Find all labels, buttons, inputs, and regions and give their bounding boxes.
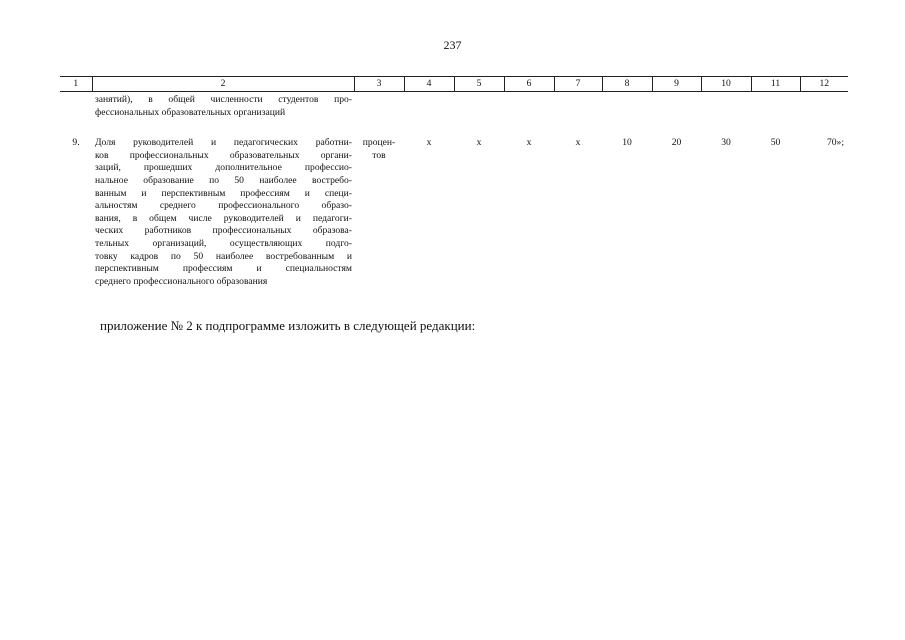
text-line: вания, в общем числе руководителей и педагоги- — [95, 212, 352, 224]
column-header: 1 — [60, 77, 92, 92]
text-line: тельных организаций, осуществляющих подго- — [95, 237, 352, 249]
value-cell: 10 — [622, 137, 632, 149]
page-number: 237 — [443, 38, 462, 52]
value-cell: x — [526, 137, 532, 149]
column-header: 10 — [701, 77, 751, 92]
text-line: фессиональных образовательных организаций — [95, 106, 286, 118]
unit-cell — [354, 137, 404, 288]
text-line: альностям среднего профессионального образо- — [95, 200, 352, 212]
amendment-caption: приложение № 2 к подпрограмме изложить в следующей редакции: — [100, 318, 476, 333]
text-line: нальное образование по 50 наиболее востребо- — [95, 174, 352, 186]
value-cell: x — [426, 137, 432, 149]
column-header: 5 — [454, 77, 504, 92]
value-cell: 20 — [671, 137, 682, 149]
text-line: занятий), в общей численности студентов про- — [95, 94, 352, 105]
column-header: 8 — [602, 77, 652, 92]
indicators-table — [60, 76, 848, 288]
text-line: среднего профессионального образования — [95, 275, 268, 287]
value-cell: 50 — [770, 137, 781, 149]
column-header: 9 — [652, 77, 701, 92]
table-row-9 — [60, 137, 848, 288]
text-line: ков профессиональных образовательных органи- — [95, 149, 352, 161]
table-header-row — [60, 77, 848, 92]
column-header: 6 — [504, 77, 554, 92]
text-line: заций, прошедших дополнительное профессио- — [95, 162, 352, 174]
column-header: 11 — [751, 77, 800, 92]
value-cell: 70»; — [826, 137, 844, 149]
indicator-text-continued — [92, 92, 354, 120]
text-line: ванным и перспективным профессиям и специ- — [95, 187, 352, 199]
value-cell: x — [476, 137, 482, 149]
unit-line: тов — [372, 149, 386, 161]
column-header: 3 — [354, 77, 404, 92]
column-header: 4 — [404, 77, 454, 92]
column-header: 12 — [800, 77, 848, 92]
text-line: товку кадров по 50 наиболее востребованным и — [95, 250, 352, 262]
indicator-text — [92, 137, 354, 288]
text-line: Доля руководителей и педагогических работни- — [95, 137, 352, 149]
text-line: ческих работников профессиональных образова- — [95, 225, 352, 237]
text-line: перспективным профессиям и специальностям — [95, 263, 352, 275]
row-number: 9. — [72, 137, 80, 149]
unit-line: процен- — [362, 137, 396, 149]
value-cell: x — [575, 137, 581, 149]
column-header: 7 — [554, 77, 602, 92]
value-cell: 30 — [721, 137, 731, 149]
table-row-continued — [60, 92, 848, 120]
column-header: 2 — [92, 77, 354, 92]
